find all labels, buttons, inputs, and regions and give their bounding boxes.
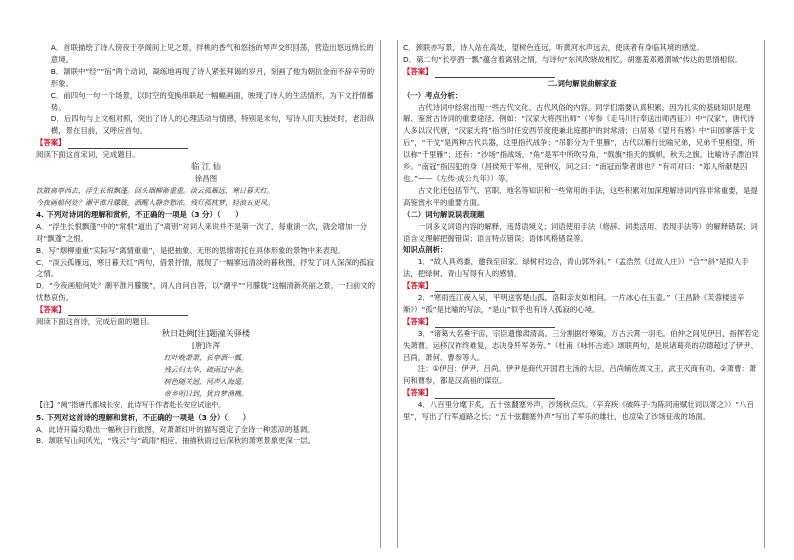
answer-line: [68, 140, 188, 149]
q3-option-b: B．颔联中“经”“宿”两个动词，凝练地再现了诗人紧张拜谒的岁月，刻画了他为朝抗金而不辞辛劳的形象。: [50, 66, 375, 88]
subheading: （二）词句解说误表现题: [403, 209, 485, 219]
answer-label: 【答案】: [403, 316, 433, 326]
poem-author: [唐]许浑: [192, 340, 220, 350]
analysis-heading: （一）考点分析：: [403, 90, 463, 100]
answer-label: 【答案】: [36, 138, 66, 148]
poem-line: 树色随关迥，河声入海遥。: [164, 377, 248, 386]
poem-line: 饮散离亭西去，浮生长恨飘蓬。回头烟柳渐重重。淡云孤雁远，寒日暮天红。: [36, 186, 274, 195]
poem-title: 秋日赴阙[注]题潼关驿楼: [161, 327, 251, 338]
answer-blank[interactable]: [403, 316, 761, 328]
error-types: 一词多义词语内容的解释，违背语境义；词语使用手法（修辞、词类活用、表现手法等）的解释错误；词语含义理解把握错误；语言特点错误；语体风格错误等。: [403, 221, 758, 243]
poem-line: 帝乡明日到，犹自梦渔樵。: [164, 389, 248, 398]
poem-line: 红叶晚萧萧，长亭酒一瓢。: [164, 353, 248, 362]
q5-option-d: D．第二句“长亭酒一瓢”蕴含着离别之情，与诗句“东风吹晓故相忆，胡塞羞邓遏渭城”传达的思情相似。: [403, 54, 742, 64]
answer-blank[interactable]: [36, 137, 376, 149]
answer-blank[interactable]: [403, 387, 761, 399]
q4-option-c: C．“淡云孤雁远，寒日暮天红”两句，借景抒情，展现了一幅寥远清淡的暮秋图，抒发了词人深深的孤寂之情。: [36, 257, 375, 279]
reading-intro: 阅读下面这首诗，完成后面的题目。: [36, 317, 155, 327]
right-column: [397, 40, 765, 548]
poem-note: 【注】“阙”指唐代都城长安，此诗写于作者赴长安应试途中。: [36, 400, 226, 409]
left-column: [30, 40, 381, 548]
answer-blank[interactable]: [403, 66, 761, 78]
q4-option-d: D．“今夜画船何处？潮平淮月朦胧”，词人自问自答，以“潮平”“月朦胧”这幅清新亮丽之景，一扫前文的忧愁哀伤。: [36, 281, 376, 303]
answer-blank[interactable]: [403, 280, 761, 292]
answer-line: [68, 307, 188, 316]
example-item: 3．“诸葛大名垂宇宙，宗臣遗像肃清高。三分割据纡筹策，万古云霄一羽毛。伯仲之间见伊吕，指挥若定失萧曹。运移汉祚终难复，志决身歼军务劳。”（杜甫《咏怀古迹》颂联两句，是说诸葛亮的功德超过了伊尹、吕尚，萧何、曹参等人。: [403, 328, 759, 362]
knowledge-heading: 知识点剖析：: [403, 245, 448, 255]
answer-line: [435, 319, 555, 328]
q3-option-a: A．首联描绘了诗人傍夜于亭阁间上见之景，拌桃的香气和悠扬的琴声交织回荡，营造出悠远绵长的意境。: [50, 43, 374, 64]
answer-label: 【答案】: [36, 305, 66, 315]
question-stem: 5. 下列对这首诗的理解和赏析，不正确的一项是（3 分）（ ）: [36, 412, 251, 422]
analysis-paragraph: 古代诗词中经常出现一些古代文化、古代风俗的内容，同学们需要认真积累，因为扎实的基础知识是理解、鉴赏古诗词的重要途径。例如：“汉家大将西出师”（岑参《走马川行奉送出师西征》）中“汉家”，唐代诗人多以汉代唐，“汉家大将”指当时任安西节度使兼北庭都护的封常清；白居易《望月有感》中“田园寥落干戈后”，“干戈”是两种古代兵器，这里指代战争；“吊影分为千里雁”，古代以雁行比喻兄弟，兄弟千里相望，所以称“千里雁”；还有：“沙场”指战场，“角”是军中所吹号角，“戟旗”指天的旗帜，秋天之旗。比喻诗子漂泊异乡。“南冠”指囚犯的身（昌侯苑于军州，见钟仪，问之曰：“南冠而挚者谁也？”有司对曰：“郑人所献楚囚也。”——《左传·成公九年》）等。: [403, 102, 759, 183]
poem-author: 徐昌图: [194, 173, 218, 183]
poem-line: 今夜画船何处？潮平淮月朦胧。酒醒人静奈愁浓。残灯孤枕梦，轻浪五更风。: [36, 198, 274, 207]
poem-line: 残云归太华，疏雨过中条。: [164, 365, 248, 374]
reading-intro: 阅读下面这首宋词，完成题目。: [36, 150, 140, 160]
q5-option-a: A．此诗开篇勾勒出一幅秋日行旅图，对萧萧红叶的描写奠定了全诗一种悲凉的基调。: [36, 424, 315, 434]
answer-line: [435, 283, 555, 292]
poem-title: 临 江 仙: [191, 161, 221, 172]
example-item: 1．“故人具鸡黍，邀我至田家。绿树村边合，青山郭外斜。”（孟浩然《过故人庄》）“合”“斜”是拟人手法，把绿树、青山写得有人的感情。: [403, 257, 749, 279]
example-note: 注：①伊吕：伊尹、吕尚。伊尹是商代开国君主汤的大臣，吕尚辅佐周文王、武王灭商有功。②萧曹：萧何和曹参，都是汉高祖的谋臣。: [403, 364, 757, 386]
analysis-paragraph: 古文化还包括节气、官职、地名等知识和一些常用的手法，这些积累对加深理解诗词内容非常重要，是提高鉴赏水平的重要方面。: [403, 185, 758, 207]
example-item: 2．“寒雨连江夜入吴，平明送客楚山孤。洛阳亲友如相问，一片冰心在玉壶。”（王昌龄《芙蓉楼送辛渐》）“孤”是比喻的写法，“是山”似乎也有诗人孤寂的心境。: [403, 293, 745, 314]
answer-line: [435, 390, 555, 399]
q4-option-b: B．写“烟柳重重”实际写“离情重重”，是把抽象、无形的思绪寄托在具体形象的景物中来表现。: [36, 245, 345, 255]
q5-option-b: B．颔联写山间风光，“残云”与“疏雨”相应。抽描秋雨过后深秋的萧寒景象更深一层。: [36, 436, 316, 446]
answer-label: 【答案】: [403, 281, 433, 291]
q3-option-d: D．后四句与上文相对照，突出了诗人的心理活动与情感，特别是末句，写诗人盯天独处时，老泪纵横，景在目前，又呼应首句。: [50, 114, 375, 136]
answer-label: 【答案】: [403, 388, 433, 398]
example-item: 4．八百里分麾下炙，五十弦翻塞外声，沙场秋点兵。（辛弃疾《破阵子·为陈同甫赋壮词以寄之》）“八百里”，写出了行军道路之长；“五十弦翻塞外声”写出了军乐的雄壮，也渲染了沙场征战的场面。: [403, 400, 754, 422]
q3-option-c: C．前四句一句一个场景，以时空的变换串联起一幅幅画面，映现了诗人的生活情形，为下文抒情蓄势。: [50, 90, 374, 112]
answer-line: [435, 69, 555, 78]
q5-option-c: C．颈联亦写景，诗人站在高处，望树色连远，听黄河水声远去，使读者有身临其境的感觉。: [403, 43, 704, 52]
section-title: 二.词句解说曲解家查: [547, 78, 617, 88]
question-stem: 4. 下列对诗词的理解和赏析，不正确的一项是（3 分）（ ）: [36, 209, 243, 219]
answer-blank[interactable]: [36, 304, 376, 316]
q4-option-a: A．“浮生长恨飘蓬”中的“常恨”道出了“离别”对词人来说并不是第一次了，每重演一次，就会增加一分对“飘蓬”之恨。: [36, 221, 368, 243]
answer-label: 【答案】: [403, 66, 433, 76]
